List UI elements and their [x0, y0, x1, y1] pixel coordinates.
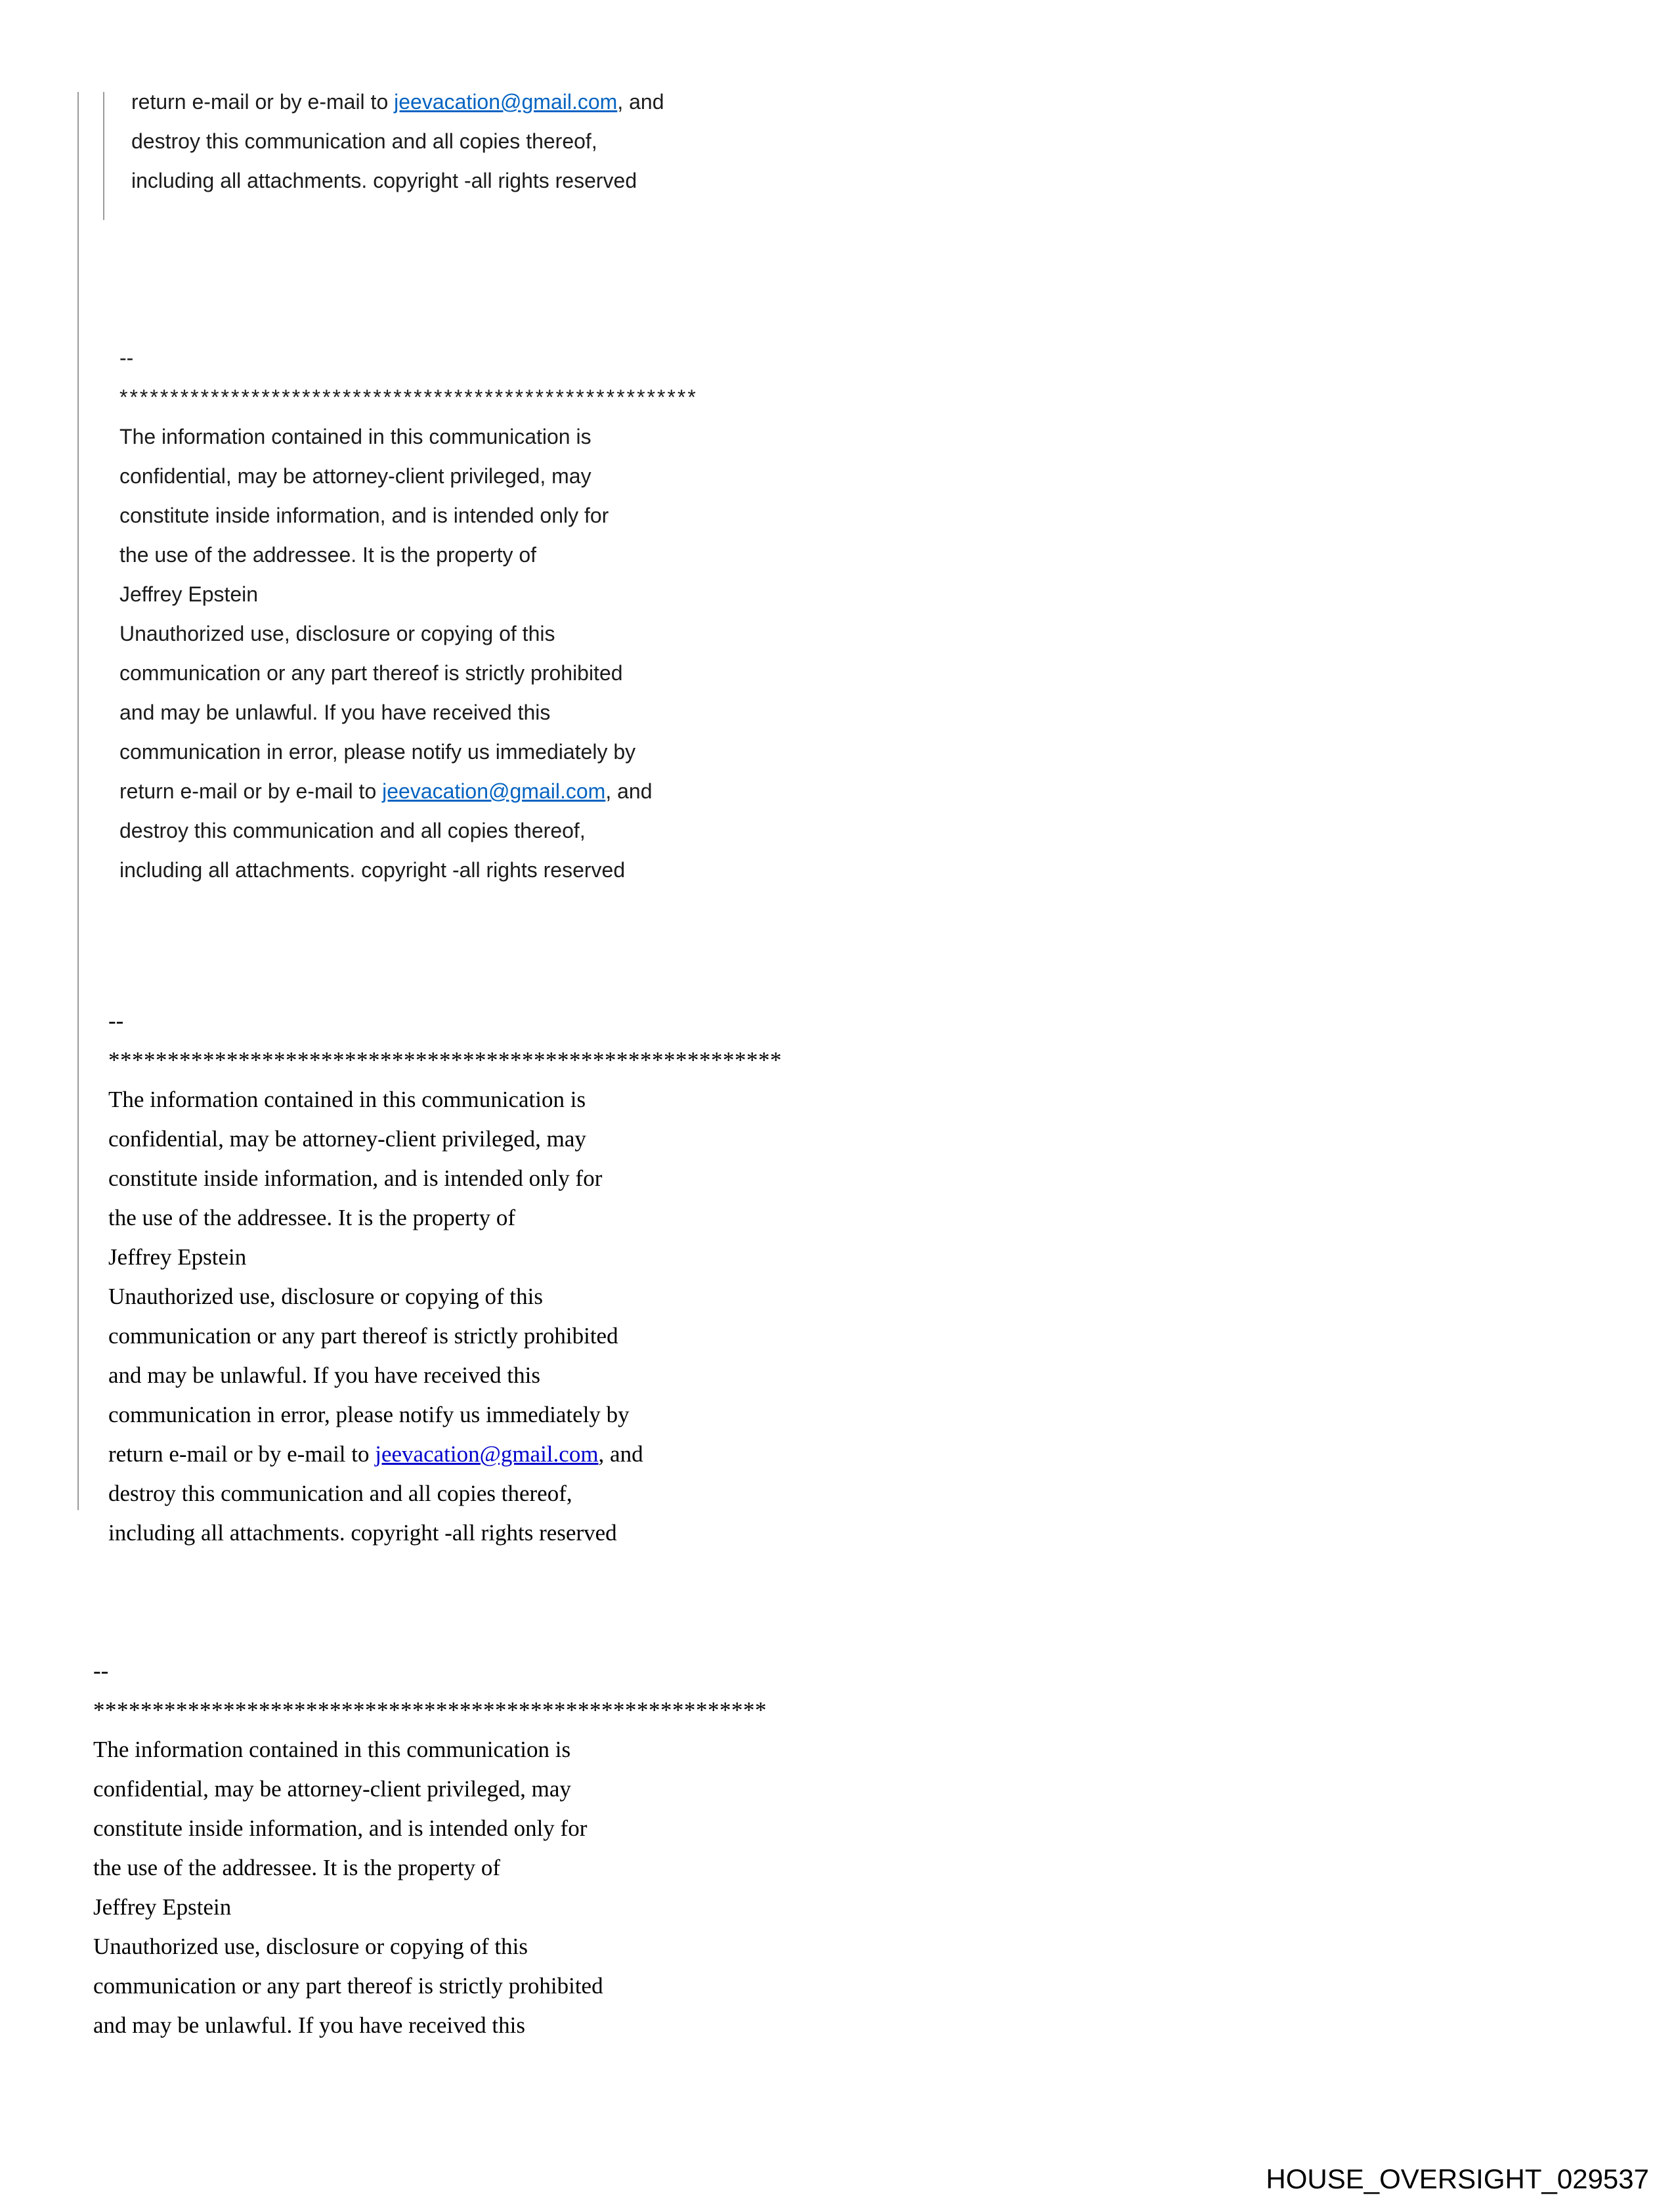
disclaimer-line — [119, 417, 698, 456]
text-segment: -- — [119, 346, 134, 370]
text-segment: constitute inside information, and is intended only for — [93, 1815, 588, 1841]
disclaimer-line — [119, 535, 698, 575]
disclaimer-line — [119, 653, 698, 693]
text-segment: confidential, may be attorney-client privileged, may — [119, 464, 591, 488]
email-link[interactable]: jeevacation@gmail.com — [394, 90, 618, 114]
disclaimer-line — [119, 693, 698, 732]
text-segment: Unauthorized use, disclosure or copying of this — [119, 622, 555, 645]
text-segment: The information contained in this communication is — [93, 1737, 571, 1762]
disclaimer-line — [119, 850, 698, 890]
disclaimer-line — [108, 1080, 782, 1119]
disclaimer-line — [108, 1277, 782, 1316]
text-segment: Unauthorized use, disclosure or copying of this — [108, 1284, 543, 1309]
disclaimer-line — [119, 614, 698, 653]
text-segment: including all attachments. copyright -all rights reserved — [131, 169, 637, 192]
quoted-disclaimer-partial-top — [131, 82, 664, 200]
text-segment: communication in error, please notify us immediately by — [108, 1402, 630, 1427]
text-segment: constitute inside information, and is intended only for — [108, 1165, 603, 1191]
quoted-disclaimer-sans-full — [119, 338, 698, 890]
text-segment: the use of the addressee. It is the property of — [93, 1855, 501, 1880]
text-segment: return e-mail or by e-mail to — [119, 779, 383, 803]
text-segment: Unauthorized use, disclosure or copying of this — [93, 1934, 528, 1959]
text-segment: and may be unlawful. If you have received this — [93, 2012, 525, 2038]
text-segment: Jeffrey Epstein — [93, 1894, 232, 1920]
text-segment: The information contained in this communication is — [108, 1087, 586, 1112]
disclaimer-line — [93, 1730, 767, 1769]
email-link[interactable]: jeevacation@gmail.com — [375, 1441, 599, 1467]
text-segment: , and — [598, 1441, 643, 1467]
text-segment: return e-mail or by e-mail to — [131, 90, 395, 114]
text-segment: , and — [617, 90, 664, 114]
text-segment: the use of the addressee. It is the property of — [108, 1205, 516, 1230]
bates-number: HOUSE_OVERSIGHT_029537 — [1266, 2163, 1649, 2194]
disclaimer-line — [108, 1474, 782, 1513]
disclaimer-line — [93, 1888, 767, 1927]
text-segment: destroy this communication and all copies thereof, — [131, 129, 597, 153]
text-segment: confidential, may be attorney-client privileged, may — [93, 1776, 571, 1802]
disclaimer-line — [119, 456, 698, 496]
disclaimer-line — [119, 811, 698, 850]
text-segment: ********************************************************* — [93, 1697, 767, 1723]
disclaimer-line — [108, 1395, 782, 1435]
dashes-separator — [119, 338, 698, 378]
disclaimer-line — [108, 1513, 782, 1553]
text-segment: and may be unlawful. If you have received this — [108, 1362, 540, 1388]
disclaimer-serif-partial-bottom — [93, 1651, 767, 2045]
disclaimer-line — [108, 1435, 782, 1474]
text-segment: destroy this communication and all copies thereof, — [108, 1481, 572, 1506]
disclaimer-line — [131, 121, 664, 161]
text-segment: communication or any part thereof is strictly prohibited — [93, 1973, 603, 1999]
asterisk-divider — [119, 378, 698, 417]
quote-level-bar-outer — [77, 92, 79, 1510]
text-segment: destroy this communication and all copies thereof, — [119, 819, 586, 842]
text-segment: -- — [108, 1008, 124, 1033]
asterisk-divider — [108, 1041, 782, 1080]
text-segment: ********************************************************* — [108, 1047, 782, 1073]
text-segment: Jeffrey Epstein — [119, 582, 259, 606]
text-segment: including all attachments. copyright -all rights reserved — [119, 858, 626, 882]
email-link[interactable]: jeevacation@gmail.com — [382, 779, 606, 803]
text-segment: including all attachments. copyright -all rights reserved — [108, 1520, 617, 1546]
dashes-separator — [108, 1001, 782, 1041]
disclaimer-line — [108, 1356, 782, 1395]
text-segment: Jeffrey Epstein — [108, 1244, 247, 1270]
quoted-disclaimer-serif-full — [108, 1001, 782, 1553]
disclaimer-line — [131, 82, 664, 121]
disclaimer-line — [119, 575, 698, 614]
text-segment: return e-mail or by e-mail to — [108, 1441, 376, 1467]
disclaimer-line — [93, 1809, 767, 1848]
disclaimer-line — [108, 1198, 782, 1238]
disclaimer-line — [93, 2006, 767, 2045]
text-segment: , and — [605, 779, 653, 803]
disclaimer-line — [119, 732, 698, 771]
disclaimer-line — [93, 1769, 767, 1809]
text-segment: the use of the addressee. It is the property of — [119, 543, 537, 567]
text-segment: ********************************************************* — [119, 385, 698, 409]
disclaimer-line — [119, 496, 698, 535]
disclaimer-line — [93, 1927, 767, 1966]
dashes-separator — [93, 1651, 767, 1691]
text-segment: -- — [93, 1658, 109, 1683]
disclaimer-line — [108, 1316, 782, 1356]
text-segment: communication or any part thereof is strictly prohibited — [108, 1323, 618, 1349]
text-segment: constitute inside information, and is intended only for — [119, 504, 609, 527]
disclaimer-line — [108, 1119, 782, 1159]
text-segment: communication or any part thereof is strictly prohibited — [119, 661, 623, 685]
quote-level-bar-inner — [103, 92, 104, 220]
disclaimer-line — [131, 161, 664, 200]
disclaimer-line — [93, 1966, 767, 2006]
text-segment: and may be unlawful. If you have received this — [119, 701, 551, 724]
disclaimer-line — [108, 1159, 782, 1198]
text-segment: The information contained in this communication is — [119, 425, 591, 448]
disclaimer-line — [93, 1848, 767, 1888]
text-segment: confidential, may be attorney-client privileged, may — [108, 1126, 586, 1152]
asterisk-divider — [93, 1691, 767, 1730]
disclaimer-line — [119, 771, 698, 811]
disclaimer-line — [108, 1238, 782, 1277]
text-segment: communication in error, please notify us immediately by — [119, 740, 636, 764]
